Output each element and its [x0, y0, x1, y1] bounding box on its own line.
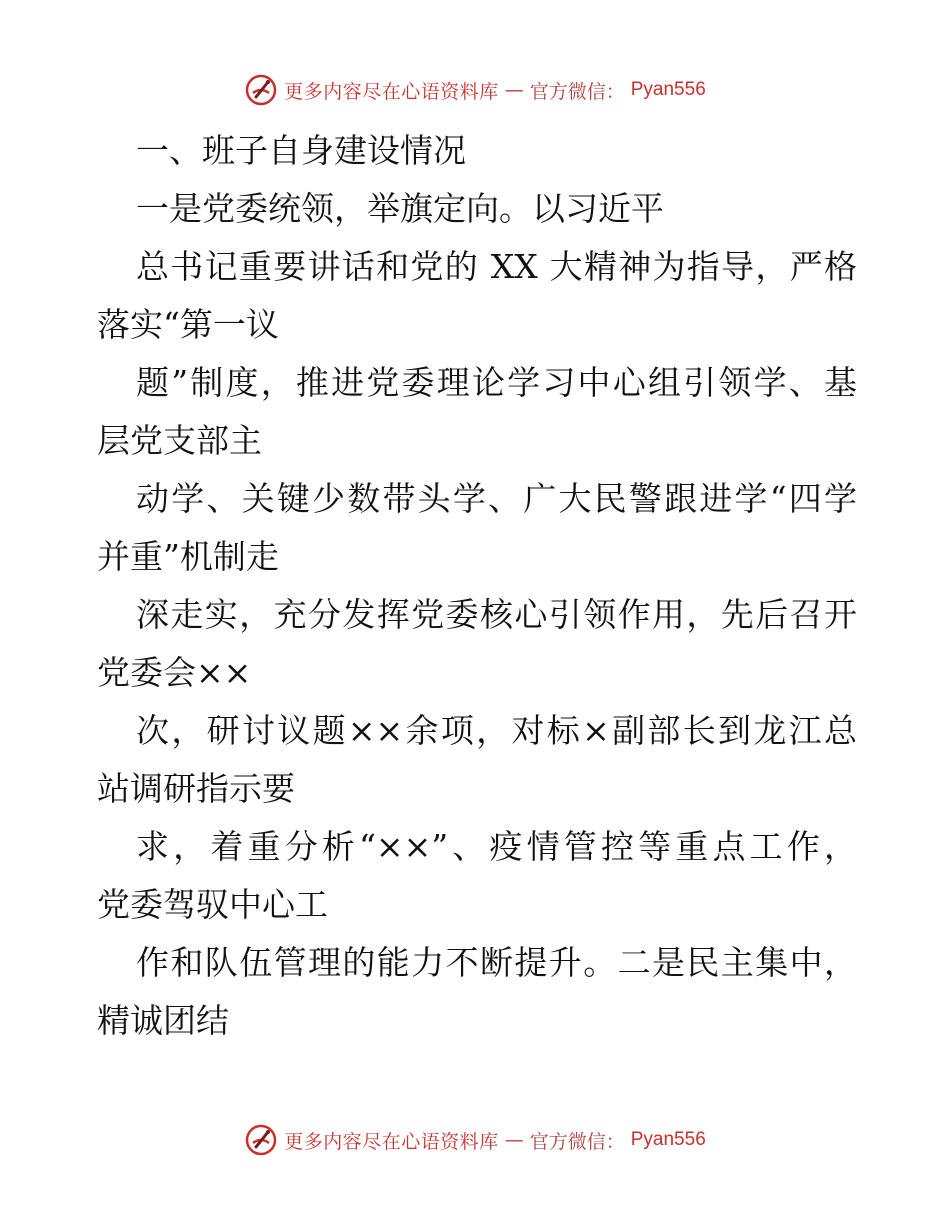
book-pen-logo-icon [244, 73, 278, 107]
paragraph-line: 并重”机制走 [97, 537, 279, 576]
document-body [97, 122, 857, 1050]
paragraph-line: 求，着重分析“××”、疫情管控等重点工作， [136, 827, 857, 866]
paragraph-line: 党委驾驭中心工 [97, 885, 328, 924]
footer-watermark [0, 1120, 950, 1160]
watermark-separator: — [504, 1129, 524, 1151]
book-pen-logo-icon [244, 1123, 278, 1157]
paragraph-line: 层党支部主 [97, 421, 262, 460]
watermark-wechat-label: 官方微信： [529, 80, 625, 103]
watermark-wechat-id: Pyan556 [630, 79, 706, 100]
paragraph-line: 深走实，充分发挥党委核心引领作用，先后召开 [136, 595, 857, 634]
watermark-text: 更多内容尽在心语资料库 [284, 1130, 499, 1153]
watermark-wechat-label: 官方微信： [529, 1130, 625, 1153]
watermark-wechat-id: Pyan556 [630, 1129, 706, 1150]
header-watermark [0, 70, 950, 110]
paragraph-line: 次，研讨议题××余项，对标×副部长到龙江总 [136, 711, 857, 750]
paragraph-line: 落实“第一议 [97, 305, 279, 344]
paragraph-line: 党委会×× [97, 653, 252, 692]
paragraph-line: 一是党委统领，举旗定向。以习近平 [136, 189, 664, 228]
watermark-text: 更多内容尽在心语资料库 [284, 80, 499, 103]
paragraph-line: 站调研指示要 [97, 769, 295, 808]
section-heading: 一、班子自身建设情况 [136, 131, 466, 170]
paragraph-line: 总书记重要讲话和党的 XX 大精神为指导，严格 [136, 247, 857, 286]
paragraph-line: 题”制度，推进党委理论学习中心组引领学、基 [136, 363, 857, 402]
paragraph-line: 精诚团结 [97, 1001, 229, 1040]
watermark-separator: — [504, 79, 524, 101]
paragraph-line: 动学、关键少数带头学、广大民警跟进学“四学 [136, 479, 857, 518]
paragraph-line: 作和队伍管理的能力不断提升。二是民主集中， [136, 943, 857, 982]
